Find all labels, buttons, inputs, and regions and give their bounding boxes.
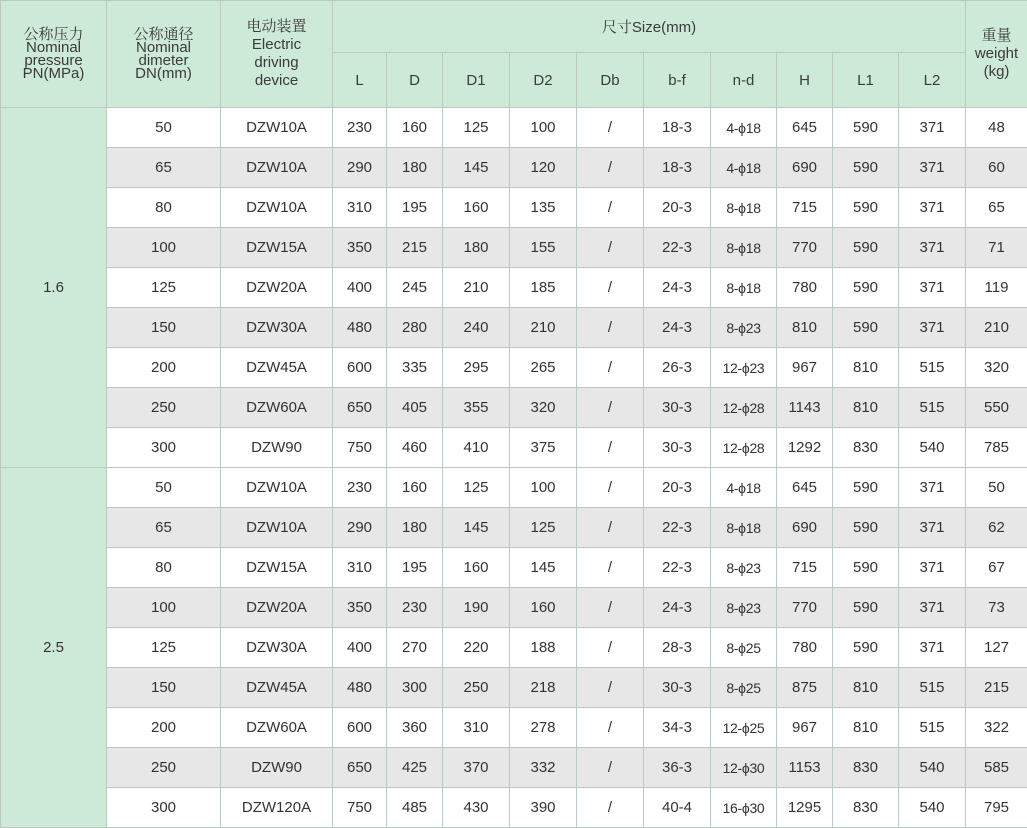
- cell-size-l1: 830: [833, 748, 899, 788]
- cell-size-l2: 515: [899, 708, 966, 748]
- cell-size-b-f: 20-3: [644, 468, 711, 508]
- cell-size-l: 230: [333, 468, 387, 508]
- cell-size-d1: 310: [443, 708, 510, 748]
- cell-size-d1: 160: [443, 188, 510, 228]
- pressure-group-cell: 2.5: [1, 468, 107, 828]
- cell-size-d: 160: [387, 108, 443, 148]
- cell-size-b-f: 22-3: [644, 228, 711, 268]
- cell-weight: 550: [966, 388, 1027, 428]
- cell-nominal-diameter: 200: [107, 708, 221, 748]
- cell-size-db: /: [577, 188, 644, 228]
- cell-size-b-f: 18-3: [644, 108, 711, 148]
- table-row: [1, 348, 1027, 388]
- cell-weight: 320: [966, 348, 1027, 388]
- cell-size-n-d: 4-ϕ18: [711, 108, 777, 148]
- cell-size-d: 405: [387, 388, 443, 428]
- cell-size-n-d: 8-ϕ18: [711, 228, 777, 268]
- table-row: [1, 748, 1027, 788]
- cell-size-d2: 100: [510, 108, 577, 148]
- cell-weight: 127: [966, 628, 1027, 668]
- cell-size-d: 215: [387, 228, 443, 268]
- cell-size-b-f: 24-3: [644, 268, 711, 308]
- cell-size-d2: 210: [510, 308, 577, 348]
- cell-size-h: 780: [777, 268, 833, 308]
- cell-size-l1: 590: [833, 628, 899, 668]
- cell-nominal-diameter: 250: [107, 748, 221, 788]
- cell-size-l: 750: [333, 788, 387, 828]
- cell-size-db: /: [577, 508, 644, 548]
- cell-size-b-f: 36-3: [644, 748, 711, 788]
- cell-size-d: 360: [387, 708, 443, 748]
- cell-size-b-f: 22-3: [644, 508, 711, 548]
- cell-driving-device: DZW30A: [221, 628, 333, 668]
- cell-size-n-d: 12-ϕ23: [711, 348, 777, 388]
- cell-size-d1: 370: [443, 748, 510, 788]
- cell-nominal-diameter: 80: [107, 548, 221, 588]
- cell-weight: 215: [966, 668, 1027, 708]
- cell-size-d1: 295: [443, 348, 510, 388]
- header-size-col-5: b-f: [644, 53, 711, 108]
- cell-size-d1: 160: [443, 548, 510, 588]
- cell-size-l: 600: [333, 708, 387, 748]
- cell-size-h: 1295: [777, 788, 833, 828]
- table-body: [1, 108, 1027, 828]
- cell-size-d1: 145: [443, 508, 510, 548]
- table-row: [1, 788, 1027, 828]
- cell-weight: 67: [966, 548, 1027, 588]
- cell-weight: 119: [966, 268, 1027, 308]
- cell-weight: 60: [966, 148, 1027, 188]
- cell-size-l1: 590: [833, 228, 899, 268]
- cell-size-h: 770: [777, 588, 833, 628]
- cell-size-d: 425: [387, 748, 443, 788]
- table-row: [1, 308, 1027, 348]
- cell-size-d1: 180: [443, 228, 510, 268]
- cell-size-l1: 590: [833, 108, 899, 148]
- cell-weight: 795: [966, 788, 1027, 828]
- cell-size-b-f: 20-3: [644, 188, 711, 228]
- cell-nominal-diameter: 300: [107, 788, 221, 828]
- cell-size-n-d: 8-ϕ18: [711, 508, 777, 548]
- cell-size-b-f: 18-3: [644, 148, 711, 188]
- cell-size-d2: 265: [510, 348, 577, 388]
- cell-size-db: /: [577, 388, 644, 428]
- cell-driving-device: DZW45A: [221, 348, 333, 388]
- cell-size-l2: 515: [899, 348, 966, 388]
- cell-nominal-diameter: 50: [107, 468, 221, 508]
- cell-size-d2: 100: [510, 468, 577, 508]
- cell-size-d: 195: [387, 188, 443, 228]
- cell-size-db: /: [577, 428, 644, 468]
- cell-nominal-diameter: 80: [107, 188, 221, 228]
- cell-size-d1: 190: [443, 588, 510, 628]
- cell-size-d: 280: [387, 308, 443, 348]
- cell-size-n-d: 8-ϕ23: [711, 308, 777, 348]
- cell-size-h: 967: [777, 348, 833, 388]
- cell-size-l: 290: [333, 148, 387, 188]
- cell-size-l2: 371: [899, 108, 966, 148]
- cell-driving-device: DZW60A: [221, 708, 333, 748]
- header-nominal-pressure: 公称压力 Nominal pressure PN(MPa): [1, 1, 107, 108]
- cell-size-l2: 515: [899, 388, 966, 428]
- cell-size-d2: 125: [510, 508, 577, 548]
- cell-size-d2: 332: [510, 748, 577, 788]
- cell-size-d: 160: [387, 468, 443, 508]
- cell-size-h: 690: [777, 508, 833, 548]
- cell-size-h: 967: [777, 708, 833, 748]
- cell-size-db: /: [577, 548, 644, 588]
- cell-weight: 73: [966, 588, 1027, 628]
- cell-driving-device: DZW10A: [221, 188, 333, 228]
- cell-driving-device: DZW90: [221, 428, 333, 468]
- cell-size-l1: 830: [833, 788, 899, 828]
- cell-size-d2: 145: [510, 548, 577, 588]
- table-row: [1, 508, 1027, 548]
- cell-size-d1: 145: [443, 148, 510, 188]
- cell-size-l2: 371: [899, 308, 966, 348]
- cell-size-b-f: 40-4: [644, 788, 711, 828]
- header-size-col-3: D2: [510, 53, 577, 108]
- cell-driving-device: DZW20A: [221, 588, 333, 628]
- cell-size-l2: 540: [899, 748, 966, 788]
- cell-size-n-d: 12-ϕ25: [711, 708, 777, 748]
- table-row: [1, 548, 1027, 588]
- cell-size-l: 400: [333, 268, 387, 308]
- cell-size-d2: 218: [510, 668, 577, 708]
- cell-size-d1: 430: [443, 788, 510, 828]
- cell-size-db: /: [577, 748, 644, 788]
- cell-size-h: 1292: [777, 428, 833, 468]
- cell-weight: 585: [966, 748, 1027, 788]
- cell-size-l1: 590: [833, 188, 899, 228]
- cell-size-l1: 590: [833, 148, 899, 188]
- cell-size-h: 780: [777, 628, 833, 668]
- cell-size-d: 485: [387, 788, 443, 828]
- cell-size-b-f: 26-3: [644, 348, 711, 388]
- cell-weight: 62: [966, 508, 1027, 548]
- cell-size-d1: 240: [443, 308, 510, 348]
- cell-driving-device: DZW20A: [221, 268, 333, 308]
- table-row: [1, 668, 1027, 708]
- cell-driving-device: DZW15A: [221, 548, 333, 588]
- cell-nominal-diameter: 150: [107, 308, 221, 348]
- cell-size-n-d: 4-ϕ18: [711, 148, 777, 188]
- cell-weight: 71: [966, 228, 1027, 268]
- cell-weight: 48: [966, 108, 1027, 148]
- cell-nominal-diameter: 300: [107, 428, 221, 468]
- cell-size-l: 650: [333, 388, 387, 428]
- cell-size-l1: 810: [833, 388, 899, 428]
- cell-size-n-d: 8-ϕ25: [711, 628, 777, 668]
- cell-size-h: 645: [777, 108, 833, 148]
- cell-size-l2: 371: [899, 548, 966, 588]
- cell-nominal-diameter: 250: [107, 388, 221, 428]
- cell-size-d1: 220: [443, 628, 510, 668]
- cell-size-l2: 540: [899, 788, 966, 828]
- cell-size-b-f: 30-3: [644, 668, 711, 708]
- header-size-group: 尺寸Size(mm): [333, 1, 966, 53]
- table-row: [1, 148, 1027, 188]
- pressure-group-cell: 1.6: [1, 108, 107, 468]
- header-size-col-0: L: [333, 53, 387, 108]
- cell-size-d: 180: [387, 148, 443, 188]
- cell-size-db: /: [577, 668, 644, 708]
- cell-size-db: /: [577, 628, 644, 668]
- cell-size-l2: 371: [899, 268, 966, 308]
- cell-size-db: /: [577, 308, 644, 348]
- cell-nominal-diameter: 125: [107, 628, 221, 668]
- header-size-col-7: H: [777, 53, 833, 108]
- cell-size-h: 810: [777, 308, 833, 348]
- cell-size-n-d: 8-ϕ23: [711, 548, 777, 588]
- cell-nominal-diameter: 50: [107, 108, 221, 148]
- cell-size-l2: 371: [899, 148, 966, 188]
- cell-size-h: 715: [777, 548, 833, 588]
- cell-size-d: 270: [387, 628, 443, 668]
- cell-size-n-d: 12-ϕ28: [711, 388, 777, 428]
- cell-nominal-diameter: 100: [107, 228, 221, 268]
- cell-size-b-f: 24-3: [644, 308, 711, 348]
- cell-size-l: 310: [333, 548, 387, 588]
- header-size-col-6: n-d: [711, 53, 777, 108]
- header-size-col-2: D1: [443, 53, 510, 108]
- cell-size-db: /: [577, 788, 644, 828]
- cell-size-d2: 278: [510, 708, 577, 748]
- cell-size-l1: 590: [833, 548, 899, 588]
- cell-size-h: 645: [777, 468, 833, 508]
- cell-size-db: /: [577, 588, 644, 628]
- cell-size-d2: 155: [510, 228, 577, 268]
- table-row: [1, 228, 1027, 268]
- header-size-col-1: D: [387, 53, 443, 108]
- cell-size-d2: 375: [510, 428, 577, 468]
- cell-size-n-d: 8-ϕ18: [711, 188, 777, 228]
- cell-size-db: /: [577, 708, 644, 748]
- header-nominal-diameter: 公称通径 Nominal dimeter DN(mm): [107, 1, 221, 108]
- cell-driving-device: DZW90: [221, 748, 333, 788]
- cell-size-d1: 125: [443, 468, 510, 508]
- cell-size-d1: 250: [443, 668, 510, 708]
- cell-size-db: /: [577, 148, 644, 188]
- cell-size-l1: 830: [833, 428, 899, 468]
- table-row: [1, 588, 1027, 628]
- cell-size-l2: 371: [899, 628, 966, 668]
- header-size-col-4: Db: [577, 53, 644, 108]
- cell-size-b-f: 30-3: [644, 428, 711, 468]
- cell-size-d: 195: [387, 548, 443, 588]
- cell-size-h: 715: [777, 188, 833, 228]
- cell-size-l: 480: [333, 668, 387, 708]
- cell-size-l2: 371: [899, 228, 966, 268]
- table-row: [1, 108, 1027, 148]
- cell-size-l1: 590: [833, 268, 899, 308]
- cell-size-l1: 590: [833, 508, 899, 548]
- cell-driving-device: DZW10A: [221, 108, 333, 148]
- cell-size-l2: 371: [899, 508, 966, 548]
- cell-driving-device: DZW120A: [221, 788, 333, 828]
- cell-nominal-diameter: 200: [107, 348, 221, 388]
- cell-driving-device: DZW30A: [221, 308, 333, 348]
- table-row: [1, 468, 1027, 508]
- cell-nominal-diameter: 65: [107, 508, 221, 548]
- cell-size-b-f: 22-3: [644, 548, 711, 588]
- cell-driving-device: DZW15A: [221, 228, 333, 268]
- header-weight: 重量 weight (kg): [966, 1, 1027, 108]
- cell-size-n-d: 8-ϕ18: [711, 268, 777, 308]
- header-electric-driving-device: 电动装置 Electric driving device: [221, 1, 333, 108]
- cell-size-l1: 590: [833, 468, 899, 508]
- table-row: [1, 628, 1027, 668]
- cell-size-b-f: 30-3: [644, 388, 711, 428]
- cell-size-h: 1153: [777, 748, 833, 788]
- cell-size-h: 770: [777, 228, 833, 268]
- cell-size-n-d: 16-ϕ30: [711, 788, 777, 828]
- cell-driving-device: DZW60A: [221, 388, 333, 428]
- cell-size-db: /: [577, 228, 644, 268]
- cell-size-l1: 590: [833, 588, 899, 628]
- cell-size-db: /: [577, 348, 644, 388]
- cell-size-l1: 810: [833, 668, 899, 708]
- cell-size-n-d: 12-ϕ28: [711, 428, 777, 468]
- cell-size-l: 650: [333, 748, 387, 788]
- table-row: [1, 708, 1027, 748]
- cell-size-l1: 810: [833, 708, 899, 748]
- cell-size-d1: 210: [443, 268, 510, 308]
- cell-size-n-d: 4-ϕ18: [711, 468, 777, 508]
- cell-size-l: 600: [333, 348, 387, 388]
- cell-driving-device: DZW10A: [221, 468, 333, 508]
- cell-size-l1: 590: [833, 308, 899, 348]
- cell-size-l: 750: [333, 428, 387, 468]
- cell-size-l: 400: [333, 628, 387, 668]
- table-row: [1, 188, 1027, 228]
- cell-size-db: /: [577, 468, 644, 508]
- cell-size-l2: 515: [899, 668, 966, 708]
- table-row: [1, 268, 1027, 308]
- header-size-col-9: L2: [899, 53, 966, 108]
- cell-size-l: 310: [333, 188, 387, 228]
- cell-nominal-diameter: 150: [107, 668, 221, 708]
- cell-size-l2: 371: [899, 188, 966, 228]
- cell-driving-device: DZW10A: [221, 148, 333, 188]
- cell-size-d2: 135: [510, 188, 577, 228]
- cell-size-b-f: 24-3: [644, 588, 711, 628]
- cell-size-b-f: 28-3: [644, 628, 711, 668]
- cell-driving-device: DZW10A: [221, 508, 333, 548]
- cell-size-d1: 355: [443, 388, 510, 428]
- cell-nominal-diameter: 100: [107, 588, 221, 628]
- cell-size-l2: 371: [899, 468, 966, 508]
- cell-size-l: 230: [333, 108, 387, 148]
- cell-size-d1: 410: [443, 428, 510, 468]
- cell-size-l: 480: [333, 308, 387, 348]
- cell-size-d: 245: [387, 268, 443, 308]
- cell-size-d: 300: [387, 668, 443, 708]
- cell-size-h: 875: [777, 668, 833, 708]
- cell-size-db: /: [577, 268, 644, 308]
- cell-weight: 322: [966, 708, 1027, 748]
- cell-nominal-diameter: 125: [107, 268, 221, 308]
- cell-size-h: 690: [777, 148, 833, 188]
- cell-size-db: /: [577, 108, 644, 148]
- cell-size-n-d: 8-ϕ25: [711, 668, 777, 708]
- cell-weight: 785: [966, 428, 1027, 468]
- cell-size-d2: 120: [510, 148, 577, 188]
- cell-weight: 65: [966, 188, 1027, 228]
- cell-size-d2: 185: [510, 268, 577, 308]
- cell-size-d2: 390: [510, 788, 577, 828]
- cell-size-h: 1143: [777, 388, 833, 428]
- cell-size-d: 230: [387, 588, 443, 628]
- cell-size-n-d: 12-ϕ30: [711, 748, 777, 788]
- cell-size-l1: 810: [833, 348, 899, 388]
- table-row: [1, 388, 1027, 428]
- cell-size-l2: 540: [899, 428, 966, 468]
- cell-size-l: 350: [333, 588, 387, 628]
- header-size-col-8: L1: [833, 53, 899, 108]
- cell-size-d2: 160: [510, 588, 577, 628]
- cell-weight: 50: [966, 468, 1027, 508]
- cell-driving-device: DZW45A: [221, 668, 333, 708]
- cell-nominal-diameter: 65: [107, 148, 221, 188]
- cell-size-d2: 188: [510, 628, 577, 668]
- cell-size-l: 290: [333, 508, 387, 548]
- cell-size-l2: 371: [899, 588, 966, 628]
- cell-size-b-f: 34-3: [644, 708, 711, 748]
- cell-weight: 210: [966, 308, 1027, 348]
- cell-size-d2: 320: [510, 388, 577, 428]
- cell-size-d: 180: [387, 508, 443, 548]
- cell-size-d: 460: [387, 428, 443, 468]
- cell-size-n-d: 8-ϕ23: [711, 588, 777, 628]
- cell-size-d1: 125: [443, 108, 510, 148]
- table-row: [1, 428, 1027, 468]
- cell-size-d: 335: [387, 348, 443, 388]
- cell-size-l: 350: [333, 228, 387, 268]
